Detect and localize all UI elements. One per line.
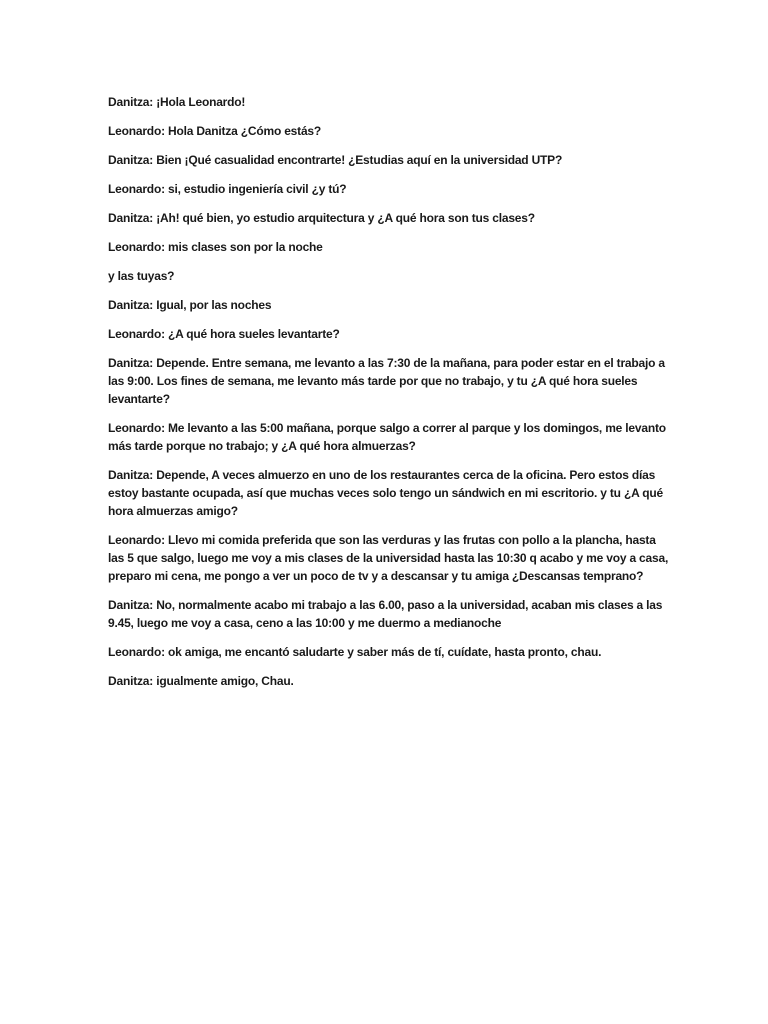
dialogue-line: Danitza: Bien ¡Qué casualidad encontrarte! ¿Estudias aquí en la universidad UTP? xyxy=(108,153,563,167)
dialogue-line: Leonardo: si, estudio ingeniería civil ¿y tú? xyxy=(108,182,347,196)
dialogue-line: Leonardo: ok amiga, me encantó saludarte y saber más de tí, cuídate, hasta pronto, chau. xyxy=(108,645,602,659)
dialogue-line: Danitza: igualmente amigo, Chau. xyxy=(108,674,294,688)
dialogue-line: Danitza: Igual, por las noches xyxy=(108,298,272,312)
dialogue-line: Danitza: ¡Hola Leonardo! xyxy=(108,95,246,109)
dialogue-line: Danitza: No, normalmente acabo mi trabajo a las 6.00, paso a la universidad, acaban mis clases a las 9.45, luego me voy a casa, ceno a las 10:00 y me duermo a medianoche xyxy=(108,598,663,630)
dialogue-line: Leonardo: Llevo mi comida preferida que son las verduras y las frutas con pollo a la plancha, hasta las 5 que salgo, luego me voy a mis clases de la universidad hasta las 10:30 q acabo y me voy a casa, preparo mi cena, me pongo a ver un poco de tv y a descansar y tu amiga ¿Descansas temprano? xyxy=(108,533,669,583)
dialogue-line: y las tuyas? xyxy=(108,269,175,283)
dialogue-line: Danitza: Depende. Entre semana, me levanto a las 7:30 de la mañana, para poder estar en el trabajo a las 9:00. Los fines de semana, me levanto más tarde por que no trabajo, y tu ¿A qué hora sueles levantarte? xyxy=(108,356,665,406)
dialogue-line: Leonardo: mis clases son por la noche xyxy=(108,240,323,254)
dialogue-text xyxy=(108,93,670,701)
dialogue-line: Leonardo: Hola Danitza ¿Cómo estás? xyxy=(108,124,322,138)
dialogue-line: Danitza: Depende, A veces almuerzo en uno de los restaurantes cerca de la oficina. Pero estos días estoy bastante ocupada, así que muchas veces solo tengo un sándwich en mi escritorio. y tu ¿A qué hora almuerzas amigo? xyxy=(108,468,663,518)
dialogue-line: Leonardo: Me levanto a las 5:00 mañana, porque salgo a correr al parque y los domingos, me levanto más tarde porque no trabajo; y ¿A qué hora almuerzas? xyxy=(108,421,666,453)
dialogue-line: Leonardo: ¿A qué hora sueles levantarte? xyxy=(108,327,340,341)
dialogue-line: Danitza: ¡Ah! qué bien, yo estudio arquitectura y ¿A qué hora son tus clases? xyxy=(108,211,535,225)
